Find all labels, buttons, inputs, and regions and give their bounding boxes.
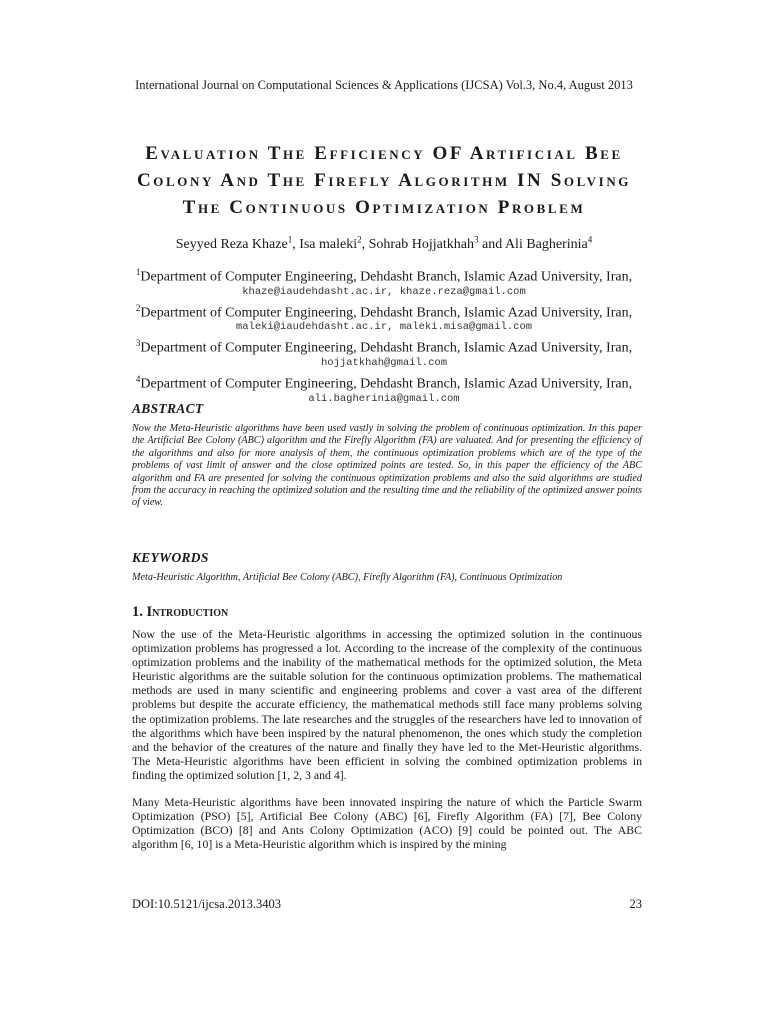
- affiliation-1: $^1$Department of Computer Engineering, Dehdasht Branch, Islamic Azad University, Iran, khaze@iaudehdasht.ac.ir, khaze.reza@gmail.com: [0, 264, 768, 298]
- page-footer: [132, 897, 642, 912]
- intro-paragraph-2: Many Meta-Heuristic algorithms have been innovated inspiring the nature of which the Particle Swarm Optimization (PSO) [5], Artificial Bee Colony (ABC) [6], Firefly Algorithm (FA) [7], Bee Colony Optimization (BCO) [8] and Ants Colony Optimization (ACO) [9] could be pointed out. The ABC algorithm [6, 10] is a Meta-Heuristic algorithm which is inspired by the mining: [132, 795, 642, 852]
- affiliation-email[interactable]: khaze@iaudehdasht.ac.ir, khaze.reza@gmail.com: [242, 285, 526, 298]
- affiliation-email[interactable]: ali.bagherinia@gmail.com: [308, 392, 460, 405]
- doi-text: DOI:10.5121/ijcsa.2013.3403: [132, 897, 281, 911]
- affiliation-dept: Department of Computer Engineering, Dehdasht Branch, Islamic Azad University, Iran,: [140, 305, 633, 321]
- keywords-body: Meta-Heuristic Algorithm, Artificial Bee Colony (ABC), Firefly Algorithm (FA), Continuous Optimization: [132, 572, 563, 583]
- author-list: [0, 234, 768, 253]
- affiliation-dept: Department of Computer Engineering, Dehdasht Branch, Islamic Azad University, Iran,: [140, 269, 633, 285]
- journal-header: International Journal on Computational Sciences & Applications (IJCSA) Vol.3, No.4, August 2013: [135, 78, 633, 92]
- title-line-2: Colony And The Firefly Algorithm IN Solving: [136, 170, 632, 191]
- introduction-heading: 1. Introduction: [132, 604, 229, 620]
- affiliations: [0, 264, 768, 407]
- title-line-1: Evaluation The Efficiency OF Artificial Bee: [145, 143, 623, 164]
- keywords-heading: KEYWORDS: [132, 550, 209, 565]
- author-3: Sohrab Hojjatkhah$^3$ and: [368, 234, 505, 252]
- paper-title: [90, 140, 678, 221]
- abstract-section: [132, 401, 642, 510]
- keywords-section: [132, 550, 642, 583]
- abstract-body: Now the Meta-Heuristic algorithms have been used vastly in solving the problem of continuous optimization. In this paper the Artificial Bee Colony (ABC) algorithm and the Firefly Algorithm (FA) are valuated. And for presenting the efficiency of the algorithms and also for more analysis of them, the continuous optimization problems which are of the type of the problems of vast limit of answer and the close optimized points are tested. So, in this paper the efficiency of the ABC algorithm and FA are presented for solving the continuous optimization problems and also the said algorithms are studied from the accuracy in reaching the optimized solution and the resulting time and the reliability of the optimized answer points of view.: [132, 423, 642, 509]
- affiliation-3: $^3$Department of Computer Engineering, Dehdasht Branch, Islamic Azad University, Iran, hojjatkhah@gmail.com: [0, 335, 768, 369]
- introduction-section: [132, 604, 642, 851]
- affiliation-4: $^4$Department of Computer Engineering, Dehdasht Branch, Islamic Azad University, Iran, ali.bagherinia@gmail.com: [0, 371, 768, 405]
- affiliation-2: $^2$Department of Computer Engineering, Dehdasht Branch, Islamic Azad University, Iran, maleki@iaudehdasht.ac.ir, maleki.misa@gmail.com: [0, 300, 768, 334]
- intro-paragraph-1: Now the use of the Meta-Heuristic algorithms in accessing the optimized solution in the continuous optimization problems has progressed a lot. According to the increase of the complexity of the continuous optimization problems and the inability of the mathematical methods for the optimized solution, the Meta Heuristic algorithms are the suitable solution for the continuous optimization problems. The mathematical methods are used in many scientific and engineering problems and cover a vast area of the different problems but despite the accurate efficiency, the mathematical methods still face many problems solving the optimization problems. The late researches and the struggles of the researchers have led to innovation of the algorithms which have been inspired by the natural phenomenon, the ones which study the completion and the behavior of the creatures of the nature and finally they have led to the Met-Heuristic algorithms. The Meta-Heuristic algorithms have been efficient in solving the combined optimization problems in finding the optimized solution [1, 2, 3 and 4].: [132, 627, 642, 782]
- author-4: Ali Bagherinia$^4$: [504, 234, 593, 252]
- affiliation-dept: Department of Computer Engineering, Dehdasht Branch, Islamic Azad University, Iran,: [140, 340, 633, 356]
- title-line-3: The Continuous Optimization Problem: [182, 197, 586, 218]
- affiliation-email[interactable]: maleki@iaudehdasht.ac.ir, maleki.misa@gmail.com: [235, 321, 533, 334]
- affiliation-email[interactable]: hojjatkhah@gmail.com: [320, 356, 448, 369]
- author-1: Seyyed Reza Khaze$^1$,: [175, 234, 300, 252]
- page-number: 23: [629, 897, 642, 911]
- affiliation-dept: Department of Computer Engineering, Dehdasht Branch, Islamic Azad University, Iran,: [140, 376, 633, 392]
- abstract-heading: ABSTRACT: [132, 401, 204, 416]
- author-2: Isa maleki$^2$,: [299, 234, 369, 252]
